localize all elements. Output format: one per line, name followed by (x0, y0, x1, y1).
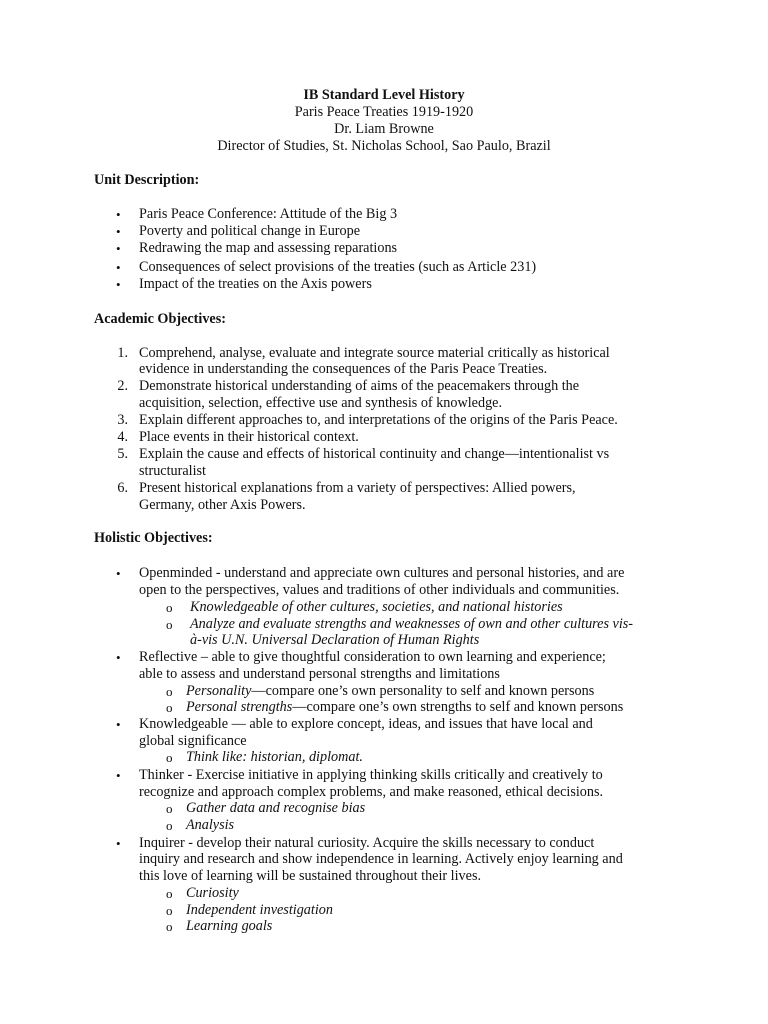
holistic-line: global significance (139, 733, 247, 749)
holistic-subline: Knowledgeable of other cultures, societies, and national histories (190, 599, 563, 615)
sub-bullet-marker: o (166, 919, 173, 934)
bullet-marker: • (116, 277, 121, 292)
list-number: 3. (117, 412, 128, 428)
sub-bullet-marker: o (166, 750, 173, 765)
holistic-line: Inquirer - develop their natural curiosity. Acquire the skills necessary to conduct (139, 835, 595, 851)
holistic-line: Reflective – able to give thoughtful consideration to own learning and experience; (139, 649, 606, 665)
bullet-marker: • (116, 241, 121, 256)
holistic-subline: Analyze and evaluate strengths and weaknesses of own and other cultures vis- (190, 616, 634, 632)
holistic-subline: à-vis U.N. Universal Declaration of Human Rights (190, 632, 480, 648)
bullet-marker: • (116, 768, 121, 783)
academic-heading: Academic Objectives: (94, 311, 226, 327)
holistic-subline (186, 683, 594, 700)
unit-item: Poverty and political change in Europe (139, 223, 361, 239)
bullet-marker: • (116, 566, 121, 581)
list-number: 6. (117, 480, 128, 496)
holistic-line: able to assess and understand personal strengths and limitations (139, 666, 500, 682)
document-subtitle: Paris Peace Treaties 1919-1920 (294, 104, 474, 120)
list-number: 2. (117, 378, 128, 394)
bullet-marker: • (116, 207, 121, 222)
holistic-line: Knowledgeable — able to explore concept, ideas, and issues that have local and (139, 716, 593, 732)
academic-line: Explain the cause and effects of historical continuity and change—intentionalist vs (139, 446, 610, 462)
sub-bullet-marker: o (166, 818, 173, 833)
sub-term: Personal strengths (186, 699, 293, 715)
document-title: IB Standard Level History (303, 87, 465, 103)
unit-item: Paris Peace Conference: Attitude of the Big 3 (139, 206, 398, 222)
bullet-marker: • (116, 650, 121, 665)
academic-line: acquisition, selection, effective use and synthesis of knowledge. (139, 395, 503, 411)
bullet-marker: • (116, 224, 121, 239)
holistic-line: Openminded - understand and appreciate own cultures and personal histories, and are (139, 565, 625, 581)
academic-line: Comprehend, analyse, evaluate and integrate source material critically as historical (139, 345, 610, 361)
holistic-subline: Learning goals (186, 918, 273, 934)
holistic-subline: Independent investigation (186, 902, 333, 918)
holistic-subline: Gather data and recognise bias (186, 800, 366, 816)
unit-item: Consequences of select provisions of the treaties (such as Article 231) (139, 259, 537, 275)
holistic-subline: Analysis (186, 817, 235, 833)
sub-desc: —compare one’s own personality to self and known persons (251, 683, 595, 699)
sub-bullet-marker: o (166, 617, 173, 632)
sub-bullet-marker: o (166, 600, 173, 615)
list-number: 5. (117, 446, 128, 462)
holistic-subline (186, 699, 623, 716)
academic-line: structuralist (139, 463, 206, 479)
sub-desc: —compare one’s own strengths to self and known persons (292, 699, 624, 715)
sub-bullet-marker: o (166, 801, 173, 816)
academic-line: Explain different approaches to, and interpretations of the origins of the Paris Peace. (139, 412, 618, 428)
sub-bullet-marker: o (166, 684, 173, 699)
holistic-line: this love of learning will be sustained throughout their lives. (139, 868, 482, 884)
academic-line: Place events in their historical context. (139, 429, 359, 445)
unit-item: Redrawing the map and assessing reparations (139, 240, 398, 256)
holistic-line: open to the perspectives, values and traditions of other individuals and communities. (139, 582, 620, 598)
holistic-subline: Think like: historian, diplomat. (186, 749, 363, 765)
holistic-line: recognize and approach complex problems, and make reasoned, ethical decisions. (139, 784, 604, 800)
holistic-line: Thinker - Exercise initiative in applying thinking skills critically and creatively to (139, 767, 603, 783)
sub-bullet-marker: o (166, 903, 173, 918)
author-affiliation: Director of Studies, St. Nicholas School, Sao Paulo, Brazil (217, 138, 551, 154)
holistic-subline: Curiosity (186, 885, 239, 901)
academic-line: Present historical explanations from a variety of perspectives: Allied powers, (139, 480, 576, 496)
bullet-marker: • (116, 836, 121, 851)
bullet-marker: • (116, 717, 121, 732)
academic-line: evidence in understanding the consequences of the Paris Peace Treaties. (139, 361, 548, 377)
sub-bullet-marker: o (166, 700, 173, 715)
bullet-marker: • (116, 260, 121, 275)
holistic-line: inquiry and research and show independence in learning. Actively enjoy learning and (139, 851, 623, 867)
sub-bullet-marker: o (166, 886, 173, 901)
holistic-heading: Holistic Objectives: (94, 530, 213, 546)
academic-line: Germany, other Axis Powers. (139, 497, 306, 513)
sub-term: Personality (186, 683, 252, 699)
academic-line: Demonstrate historical understanding of aims of the peacemakers through the (139, 378, 580, 394)
list-number: 4. (117, 429, 128, 445)
unit-heading: Unit Description: (94, 172, 200, 188)
unit-item: Impact of the treaties on the Axis powers (139, 276, 372, 292)
list-number: 1. (117, 345, 128, 361)
author-name: Dr. Liam Browne (334, 121, 434, 137)
